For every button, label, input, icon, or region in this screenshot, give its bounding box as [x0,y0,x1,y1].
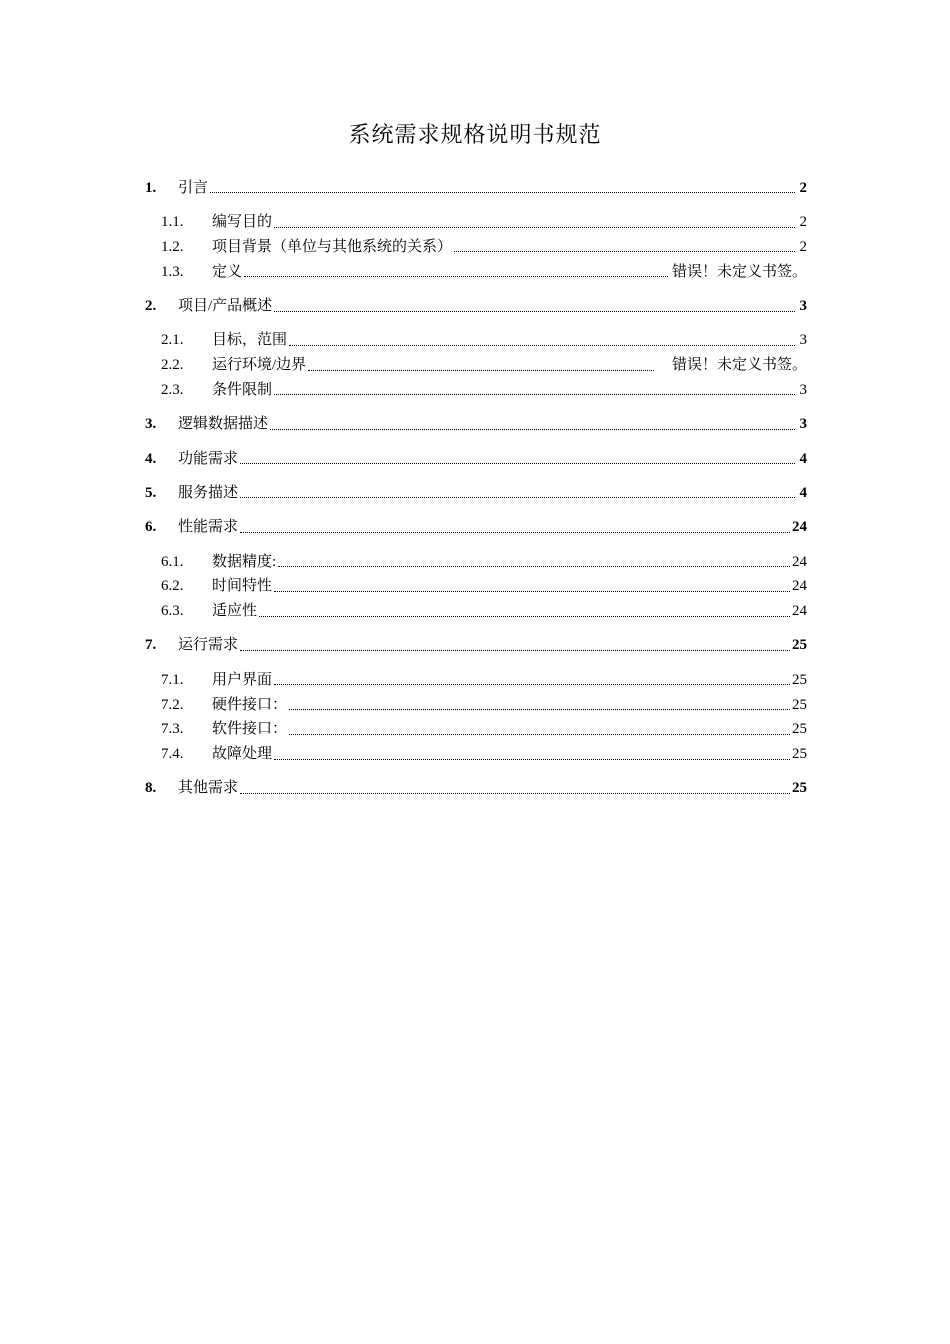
toc-entry-7-1[interactable] [145,668,807,693]
toc-entry-2-2[interactable] [145,353,807,378]
toc-title: 运行需求 [178,637,239,654]
toc-entry-1[interactable] [145,176,807,201]
toc-entry-4[interactable] [145,447,807,472]
toc-title: 引言 [178,180,209,196]
toc-number: 6.3. [161,603,184,620]
toc-page-number: 25 [792,637,807,654]
toc-dot-leader [259,605,790,619]
document-title: 系统需求规格说明书规范 [348,122,602,147]
toc-dot-leader [240,782,790,796]
toc-number: 5. [145,484,157,501]
toc-entry-7-2[interactable] [145,693,807,718]
toc-page-number: 4 [799,484,807,501]
toc-title: 适应性 [212,603,258,620]
toc-dot-leader [274,748,790,762]
toc-title: 硬件接口： [212,696,288,713]
toc-number: 2.2. [161,357,184,374]
toc-page-number: 2 [799,214,807,231]
toc-number: 7.1. [161,671,184,688]
toc-title: 数据精度: [212,553,277,570]
toc-title: 目标，范围 [212,332,288,349]
toc-entry-8[interactable] [145,776,807,801]
toc-error-text: 错误！未定义书签。 [671,357,807,374]
toc-entry-6-3[interactable] [145,599,807,624]
toc-title: 软件接口： [212,721,288,738]
toc-dot-leader [270,418,795,432]
toc-title: 定义 [212,263,243,280]
toc-number: 8. [145,780,157,797]
toc-page-number: 2 [799,239,807,256]
toc-page-number: 25 [792,696,807,713]
toc-title: 功能需求 [178,450,239,467]
toc-title: 项目/产品概述 [178,298,273,315]
toc-entry-7-4[interactable] [145,742,807,767]
toc-dot-leader [210,181,795,195]
toc-page-number: 3 [799,298,807,315]
table-of-contents [145,176,807,801]
toc-title: 其他需求 [178,780,239,797]
toc-page-number: 2 [799,180,807,196]
toc-number: 1.2. [161,239,184,256]
toc-entry-2[interactable] [145,294,807,319]
toc-page-number: 24 [792,519,807,536]
toc-dot-leader [454,240,795,254]
toc-title: 时间特性 [212,578,273,595]
toc-page-number: 25 [792,721,807,738]
toc-dot-leader [289,698,790,712]
toc-title: 服务描述 [178,484,239,501]
toc-dot-leader [289,723,790,737]
toc-dot-leader [274,300,795,314]
toc-page-number: 3 [799,382,807,399]
toc-entry-6-2[interactable] [145,574,807,599]
toc-page-number: 25 [792,671,807,688]
toc-entry-1-2[interactable] [145,235,807,260]
toc-title: 逻辑数据描述 [178,416,269,433]
toc-dot-leader [289,334,795,348]
toc-dot-leader [240,521,790,535]
toc-page-number: 4 [799,450,807,467]
toc-title: 故障处理 [212,746,273,763]
toc-page-number: 3 [799,416,807,433]
toc-entry-6[interactable] [145,515,807,540]
toc-dot-leader [274,216,795,230]
toc-title: 条件限制 [212,382,273,399]
toc-number: 3. [145,416,157,433]
toc-number: 7. [145,637,157,654]
toc-number: 2.3. [161,382,184,399]
toc-entry-6-1[interactable] [145,550,807,575]
toc-entry-7-3[interactable] [145,717,807,742]
toc-dot-leader [274,673,790,687]
toc-page-number: 25 [792,746,807,763]
toc-entry-5[interactable] [145,481,807,506]
toc-entry-7[interactable] [145,633,807,658]
toc-number: 6.1. [161,553,184,570]
toc-page-number: 24 [792,603,807,620]
toc-entry-2-3[interactable] [145,378,807,403]
toc-title: 运行环境/边界 [212,357,307,374]
toc-title: 项目背景（单位与其他系统的关系） [212,239,453,256]
toc-page-number: 3 [799,332,807,349]
toc-dot-leader [274,383,795,397]
toc-title: 用户界面 [212,671,273,688]
toc-error-text: 错误！未定义书签。 [671,263,807,280]
toc-dot-leader [244,265,668,279]
toc-page-number: 24 [792,553,807,570]
toc-title: 编写目的 [212,214,273,231]
toc-number: 7.4. [161,746,184,763]
toc-number: 2. [145,298,157,315]
toc-number: 4. [145,450,157,467]
toc-entry-1-3[interactable] [145,260,807,285]
toc-dot-leader [240,486,795,500]
toc-number: 6. [145,519,157,536]
toc-number: 7.2. [161,696,184,713]
toc-title: 性能需求 [178,519,239,536]
toc-entry-2-1[interactable] [145,328,807,353]
toc-entry-1-1[interactable] [145,210,807,235]
toc-dot-leader [240,639,790,653]
toc-number: 6.2. [161,578,184,595]
toc-dot-leader [240,452,795,466]
toc-number: 1.3. [161,263,184,280]
toc-number: 7.3. [161,721,184,738]
toc-dot-leader [278,555,790,569]
toc-dot-leader [274,580,790,594]
toc-entry-3[interactable] [145,412,807,437]
toc-page-number: 25 [792,780,807,797]
toc-dot-leader [308,359,654,373]
toc-number: 1. [145,180,157,196]
toc-number: 2.1. [161,332,184,349]
toc-number: 1.1. [161,214,184,231]
toc-page-number: 24 [792,578,807,595]
